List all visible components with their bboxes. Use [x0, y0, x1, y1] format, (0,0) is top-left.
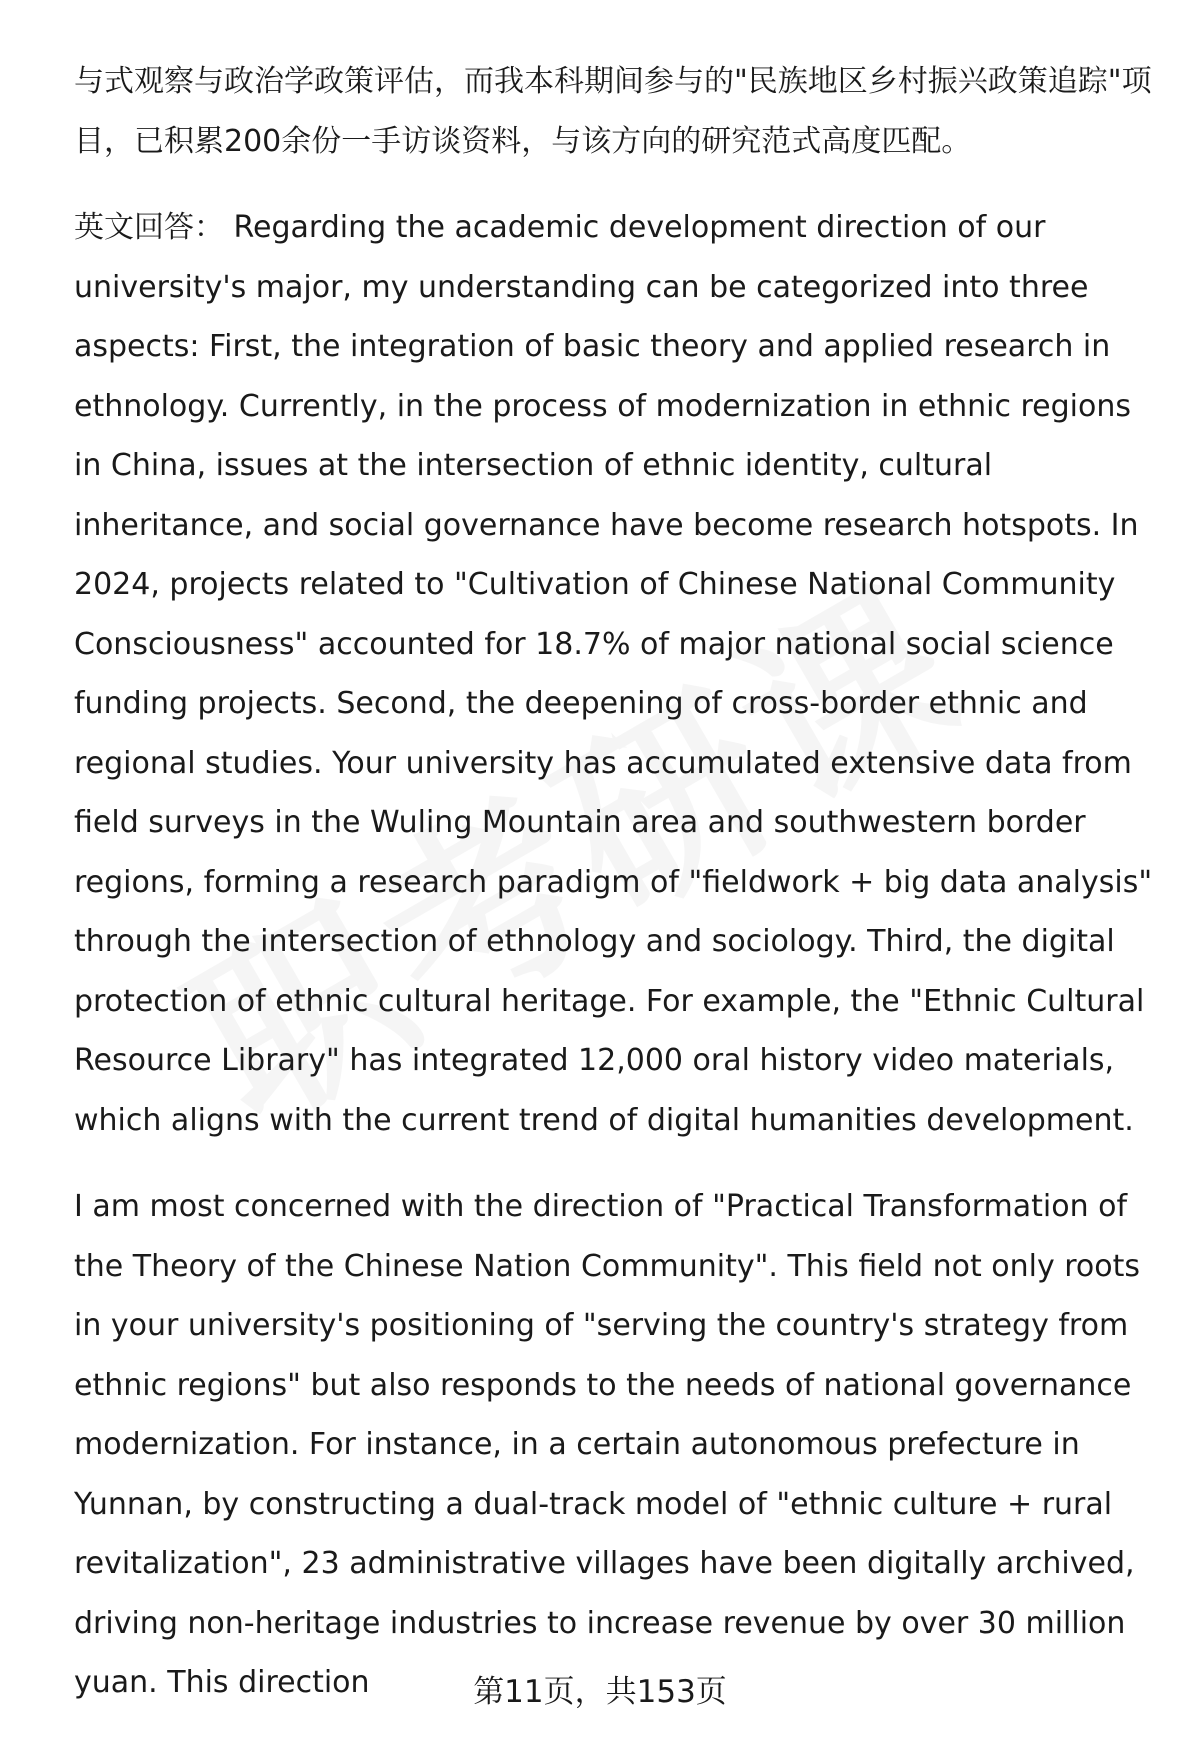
page-number-footer: 第11页，共153页	[473, 1674, 727, 1710]
paragraph-concern-direction: I am most concerned with the direction of "Practical Transformation of the Theory of the Chinese Nation Community". This field not only roots in your university's positioning of "serving the country's strategy from ethnic regions" but also responds to the needs of national governance modernization. For instance, in a certain autonomous prefecture in Yunnan, by constructing a dual-track model of "ethnic culture + rural revitalization", 23 administrative villages have been digitally archived, driving non-heritage industries to increase revenue by over 30 million yuan. This direction	[74, 1189, 1141, 1700]
paragraph-english-answer: 英文回答： Regarding the academic development direction of our university's major, my understanding can be categorized into three aspects: First, the integration of basic theory and applied research in ethnology. Currently, in the process of modernization in ethnic regions in China, issues at the intersection of ethnic identity, cultural inheritance, and social governance have become research hotspots. In 2024, projects related to "Cultivation of Chinese National Community Consciousness" accounted for 18.7% of major national social science funding projects. Second, the deepening of cross-border ethnic and regional studies. Your university has accumulated extensive data from field surveys in the Wuling Mountain area and southwestern border regions, forming a research paradigm of "fieldwork + big data analysis" through the intersection of ethnology and sociology. Third, the digital protection of ethnic cultural heritage. For example, the "Ethnic Cultural Resource Library" has integrated 12,000 oral history video materials, which aligns with the current trend of digital humanities development.	[74, 210, 1153, 1138]
document-body	[74, 52, 1160, 1713]
paragraph-chinese-tail: 与式观察与政治学政策评估，而我本科期间参与的"民族地区乡村振兴政策追踪"项目，已积累200余份一手访谈资料，与该方向的研究范式高度匹配。	[74, 64, 1152, 159]
